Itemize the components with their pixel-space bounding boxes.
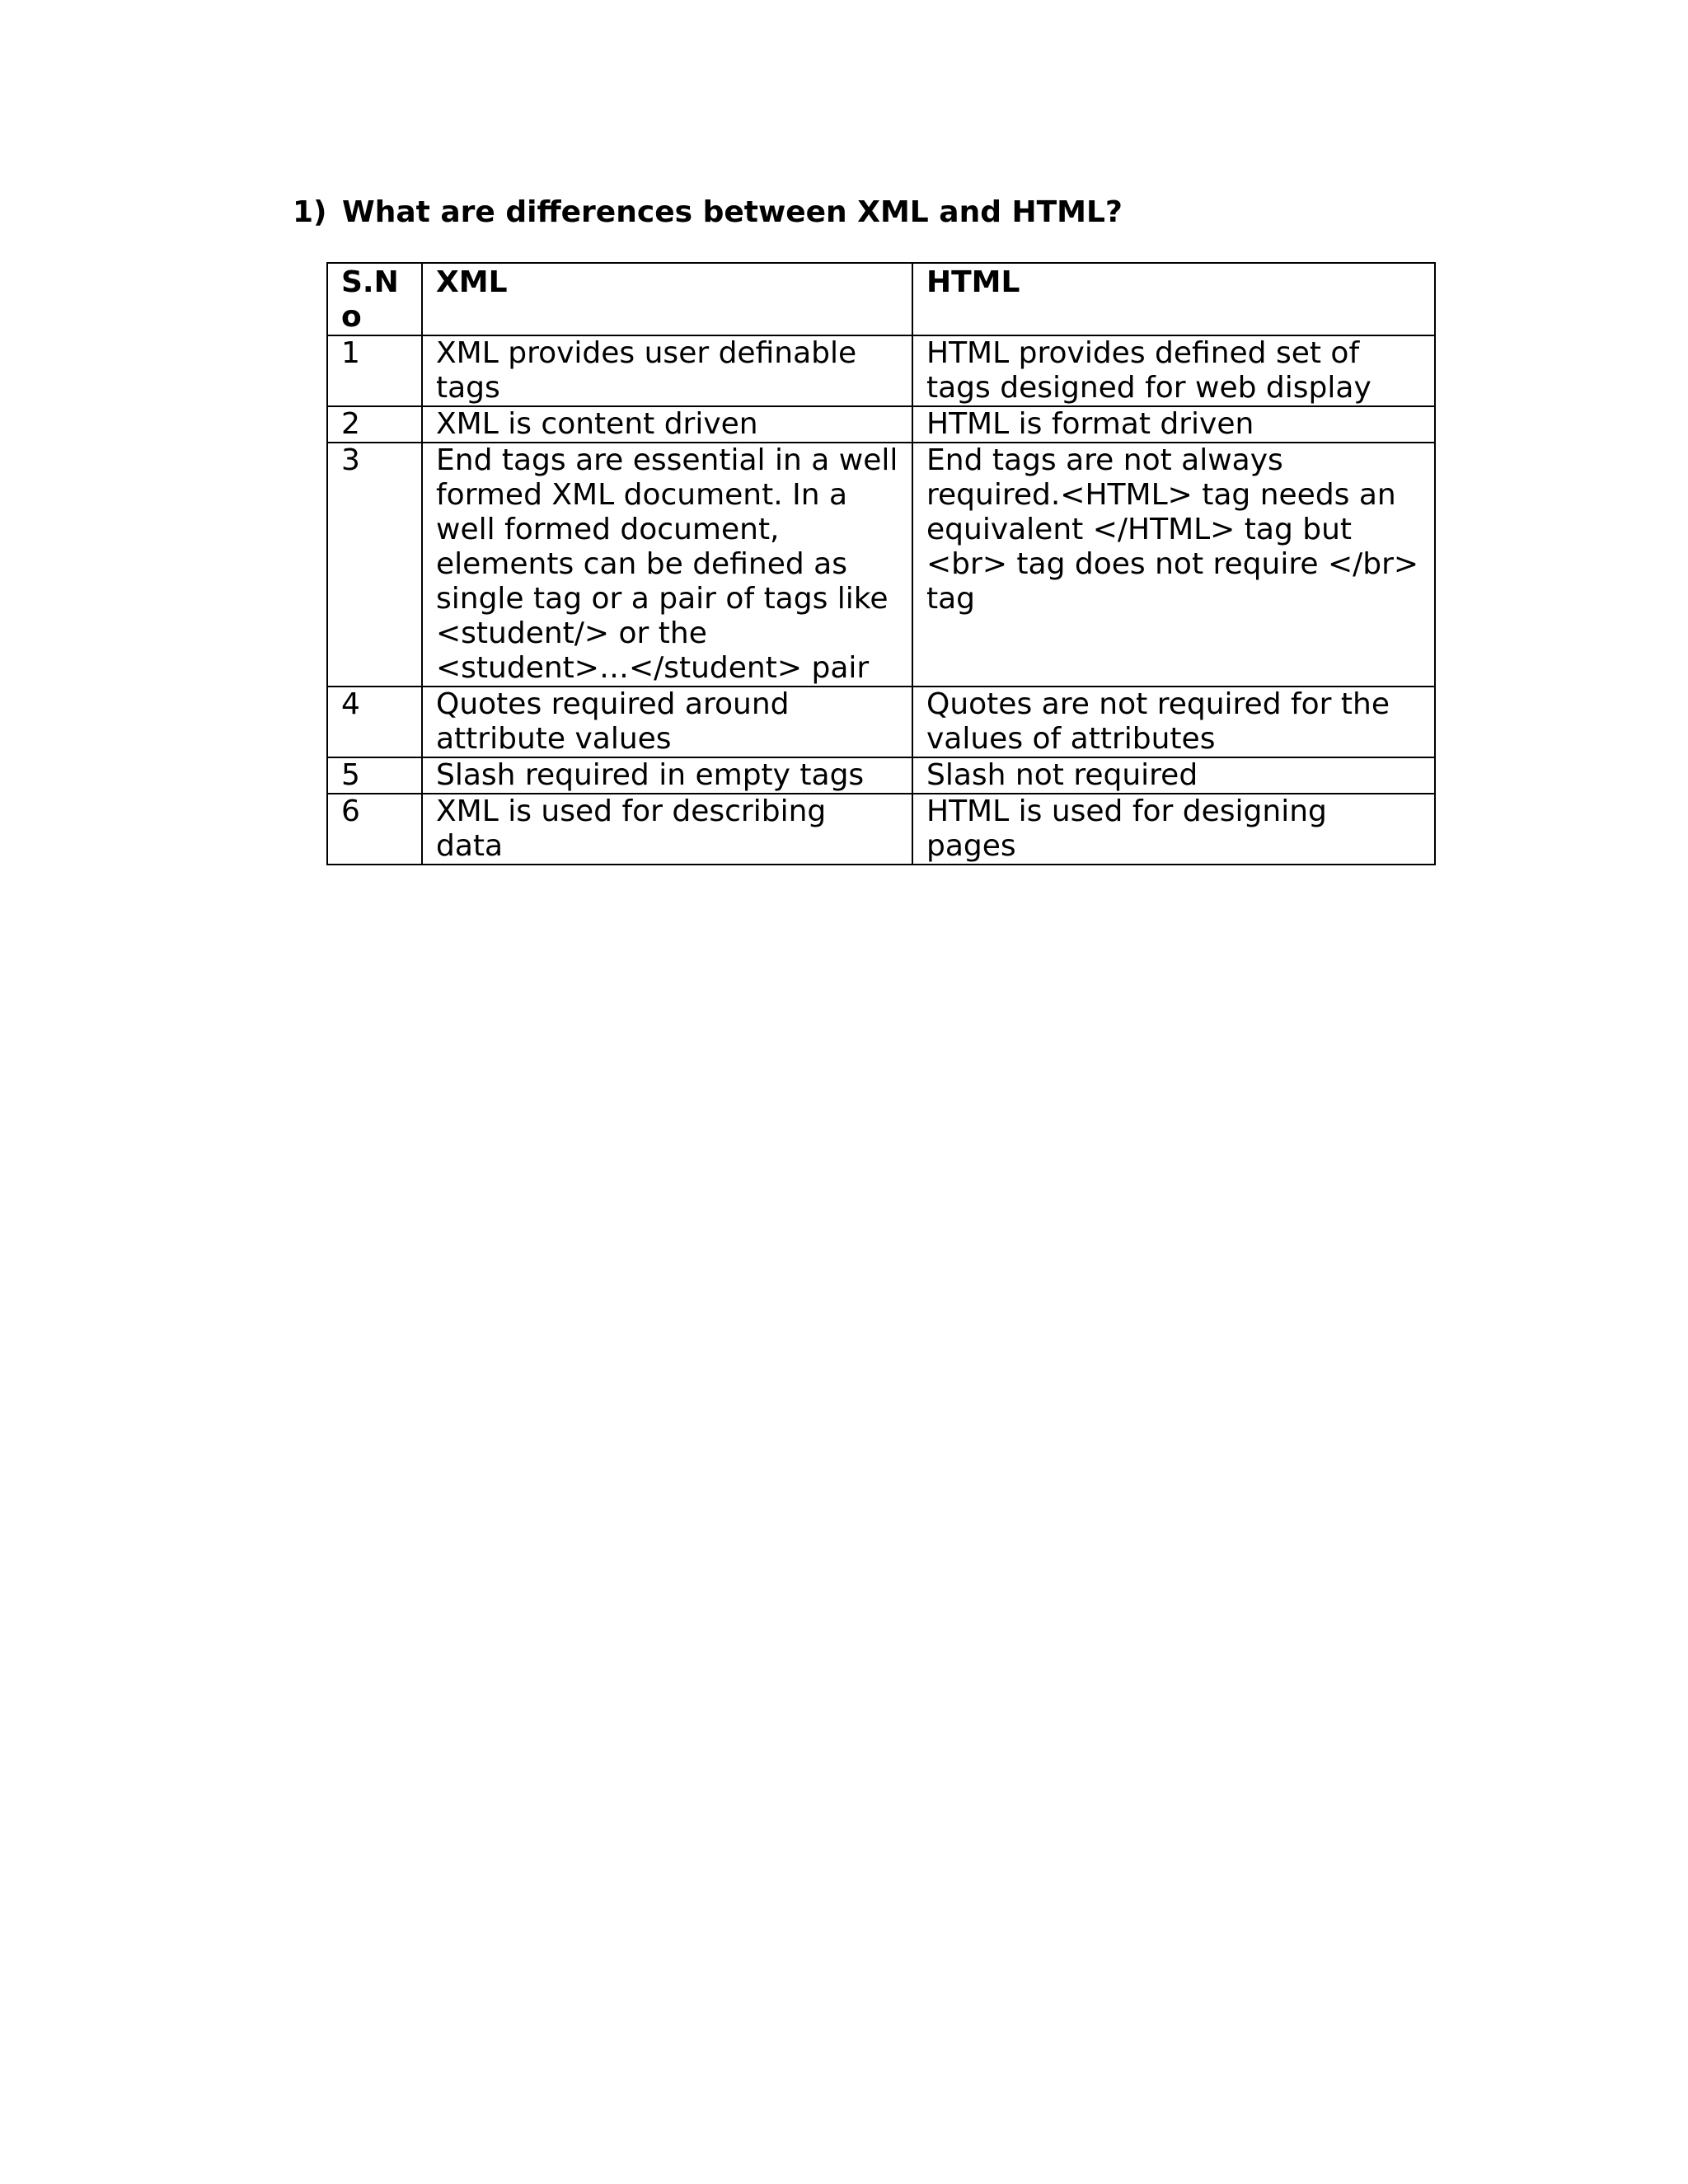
cell-sno: 5: [327, 757, 422, 794]
table-row: [327, 757, 1435, 794]
cell-sno: 1: [327, 335, 422, 406]
table-row: [327, 794, 1435, 865]
cell-sno: 4: [327, 687, 422, 757]
cell-html: End tags are not always required.<HTML> tag needs an equivalent </HTML> tag but <br> tag does not require </br> tag: [912, 443, 1435, 687]
cell-xml: Quotes required around attribute values: [422, 687, 912, 757]
header-xml: XML: [422, 263, 912, 335]
table-row: [327, 687, 1435, 757]
question-text: What are differences between XML and HTML?: [342, 195, 1123, 229]
header-html: HTML: [912, 263, 1435, 335]
cell-xml: Slash required in empty tags: [422, 757, 912, 794]
cell-html: HTML is format driven: [912, 406, 1435, 443]
cell-html: HTML is used for designing pages: [912, 794, 1435, 865]
cell-xml: XML is content driven: [422, 406, 912, 443]
cell-html: Quotes are not required for the values of attributes: [912, 687, 1435, 757]
cell-html: Slash not required: [912, 757, 1435, 794]
cell-xml: XML is used for describing data: [422, 794, 912, 865]
question-heading: [293, 194, 1123, 231]
cell-sno: 2: [327, 406, 422, 443]
table-row: [327, 443, 1435, 687]
comparison-table: [326, 262, 1436, 865]
header-sno: S.No: [327, 263, 422, 335]
table-row: [327, 406, 1435, 443]
cell-html: HTML provides defined set of tags designed for web display: [912, 335, 1435, 406]
cell-xml: XML provides user definable tags: [422, 335, 912, 406]
cell-sno: 6: [327, 794, 422, 865]
question-number: 1): [293, 195, 327, 229]
table-row: [327, 335, 1435, 406]
cell-xml: End tags are essential in a well formed XML document. In a well formed document, elements can be defined as single tag or a pair of tags like <student/> or the <student>…</student> pair: [422, 443, 912, 687]
cell-sno: 3: [327, 443, 422, 687]
table-header-row: [327, 263, 1435, 335]
